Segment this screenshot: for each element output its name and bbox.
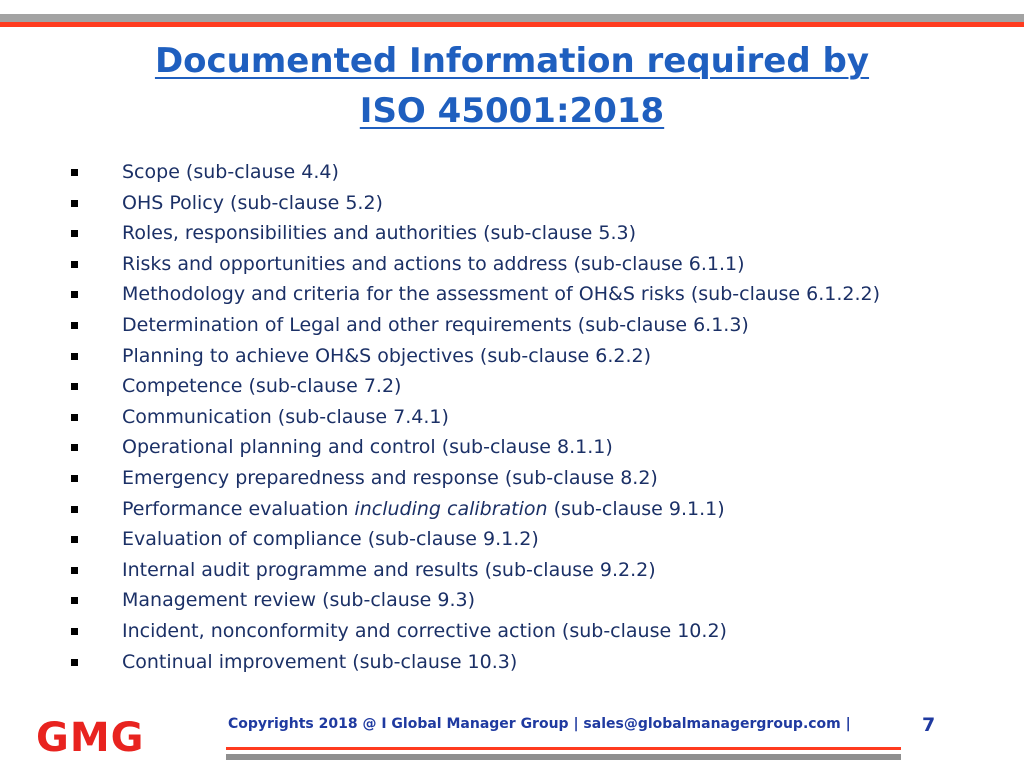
page-number: 7 <box>922 714 936 736</box>
list-item <box>0 585 1024 616</box>
square-bullet-icon <box>71 597 78 604</box>
square-bullet-icon <box>71 628 78 635</box>
list-item-text: Roles, responsibilities and authorities (sub-clause 5.3) <box>122 222 637 245</box>
title-line-2: ISO 45001:2018 <box>359 91 665 131</box>
list-item <box>0 463 1024 494</box>
list-item <box>0 341 1024 372</box>
square-bullet-icon <box>71 536 78 543</box>
list-item <box>0 218 1024 249</box>
list-item <box>0 279 1024 310</box>
list-item <box>0 494 1024 525</box>
top-gray-bar <box>0 14 1024 22</box>
square-bullet-icon <box>71 353 78 360</box>
list-item <box>0 555 1024 586</box>
list-item-text-part: Performance evaluation <box>122 497 355 520</box>
list-item-text: Communication (sub-clause 7.4.1) <box>122 405 449 428</box>
list-item-text: Scope (sub-clause 4.4) <box>122 161 339 183</box>
square-bullet-icon <box>71 659 78 666</box>
list-item-emphasis: including calibration <box>354 497 548 520</box>
list-item <box>0 371 1024 402</box>
square-bullet-icon <box>71 567 78 574</box>
list-item-text: OHS Policy (sub-clause 5.2) <box>122 191 383 214</box>
list-item-text: Operational planning and control (sub-clause 8.1.1) <box>122 436 613 459</box>
square-bullet-icon <box>71 200 78 207</box>
list-item <box>0 616 1024 647</box>
square-bullet-icon <box>71 169 78 176</box>
list-item <box>0 310 1024 341</box>
list-item-text: Evaluation of compliance (sub-clause 9.1.2) <box>122 528 539 551</box>
list-item <box>0 647 1024 678</box>
footer-gray-line <box>226 754 901 760</box>
list-item <box>0 157 1024 188</box>
square-bullet-icon <box>71 475 78 482</box>
gmg-logo: GMG <box>36 715 145 761</box>
title-line-1: Documented Information required by <box>154 41 870 81</box>
footer-copyright: Copyrights 2018 @ I Global Manager Group | sales@globalmanagergroup.com | <box>228 716 851 732</box>
square-bullet-icon <box>71 506 78 513</box>
square-bullet-icon <box>71 291 78 298</box>
list-item-text: Determination of Legal and other requirements (sub-clause 6.1.3) <box>122 313 749 336</box>
list-item-text: Emergency preparedness and response (sub-clause 8.2) <box>122 466 658 489</box>
list-item-text: Management review (sub-clause 9.3) <box>122 589 476 612</box>
square-bullet-icon <box>71 322 78 329</box>
list-item-text: Methodology and criteria for the assessment of OH&S risks (sub-clause 6.1.2.2) <box>122 283 881 306</box>
list-item-text: Competence (sub-clause 7.2) <box>122 375 402 398</box>
list-item-text <box>122 494 725 525</box>
list-item-text: Planning to achieve OH&S objectives (sub-clause 6.2.2) <box>122 344 651 367</box>
top-red-bar <box>0 22 1024 27</box>
list-item-text: Internal audit programme and results (sub-clause 9.2.2) <box>122 558 656 581</box>
square-bullet-icon <box>71 230 78 237</box>
square-bullet-icon <box>71 414 78 421</box>
list-item <box>0 188 1024 219</box>
footer-red-line <box>226 747 901 750</box>
list-item <box>0 249 1024 280</box>
slide-title <box>0 36 1024 136</box>
list-item-text: Continual improvement (sub-clause 10.3) <box>122 650 518 673</box>
list-item-text: Risks and opportunities and actions to address (sub-clause 6.1.1) <box>122 252 745 275</box>
square-bullet-icon <box>71 383 78 390</box>
list-item-text-part: (sub-clause 9.1.1) <box>547 497 725 520</box>
list-item <box>0 524 1024 555</box>
documented-info-list <box>0 157 1024 677</box>
square-bullet-icon <box>71 444 78 451</box>
square-bullet-icon <box>71 261 78 268</box>
list-item <box>0 402 1024 433</box>
list-item <box>0 432 1024 463</box>
list-item-text: Incident, nonconformity and corrective action (sub-clause 10.2) <box>122 619 727 642</box>
